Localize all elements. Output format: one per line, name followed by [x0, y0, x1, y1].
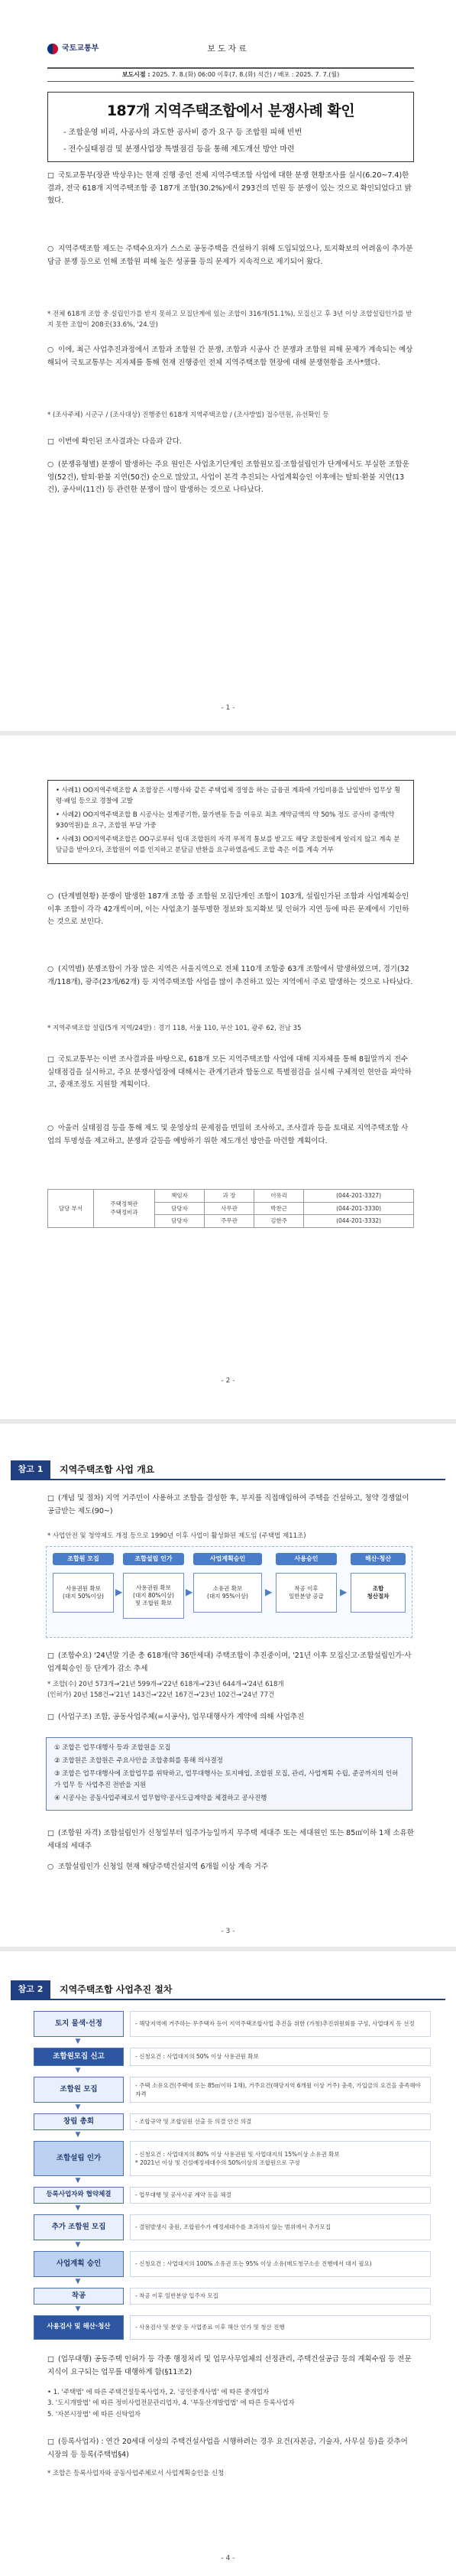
- arrow-right-icon: ▶: [265, 1587, 273, 1597]
- square-bullet-icon: □: [47, 1713, 54, 1721]
- flow-step-row: [34, 2141, 431, 2176]
- table-cell: 주무관: [205, 1215, 254, 1228]
- page-number: - 1 -: [221, 704, 235, 712]
- flow-step: 조합원 모집: [34, 2077, 124, 2103]
- dept-label-cell: 담당 부서: [48, 1190, 94, 1228]
- flow-step-desc: - 결원발생시 충원, 조합원수가 예정세대수를 초과하지 않는 범위에서 추가모집: [130, 2214, 431, 2240]
- flow-step: 조합원모집 신고: [34, 2048, 124, 2066]
- paragraph-text: 국토교통부(장관 박상우)는 현재 진행 중인 전체 지역주택조합 사업에 대한 분쟁 현황조사를 실시(6.20~7.4)한 결과, 전국 618개 지역주택조합 중 187개 조합(30.2%)에서 293건의 민원 등 분쟁이 있는 것으로 확인되었다고 밝혔다.: [47, 171, 412, 206]
- paragraph-concept: [47, 1493, 414, 1518]
- table-cell: 과 장: [205, 1190, 254, 1203]
- embargo-line: [47, 67, 414, 82]
- arrow-right-icon: ▶: [186, 1587, 193, 1597]
- arrow-right-icon: ▶: [340, 1587, 348, 1597]
- page-number: - 2 -: [221, 1377, 235, 1385]
- section-tag: 참고 2: [11, 1980, 50, 1999]
- paragraph-agency: [47, 2353, 414, 2379]
- case-item: • 사례3) OO지역주택조합은 OO구로부터 임대 조합원의 자격 부적격 통보를 받고도 해당 조합원에게 알리지 않고 계속 분담금을 받아오다, 조합원이 이를 인지하고 분담금 반환을 요구하였음에도 조합 측은 이를 계속 거부: [56, 835, 400, 855]
- page-2: [0, 734, 456, 1422]
- footnote-registered: * 조합은 등록사업자와 공동사업주체로서 사업계획승인을 신청: [47, 2470, 225, 2477]
- table-cell: 김한주: [254, 1215, 304, 1228]
- paragraph-text: (사업구조) 조합, 공동사업주체(=시공사), 업무대행사가 계약에 의해 사업추진: [58, 1713, 305, 1721]
- paragraph-text: (개념 및 절차) 지역 거주민이 사용하고 조합을 결성한 후, 부지를 직접매입하여 주택을 건설하고, 청약 경쟁없이 공급받는 제도(90~): [47, 1494, 409, 1515]
- table-cell: 박찬근: [254, 1202, 304, 1215]
- square-bullet-icon: □: [47, 2355, 54, 2363]
- contact-table: [47, 1189, 414, 1228]
- paragraph-text: 이에, 최근 사업추진과정에서 조합과 조합원 간 분쟁, 조합과 시공사 간 분쟁과 조합원 피해 문제가 계속되는 예상해되어 국토교통부는 지자체를 통해 현재 진행중인 전체 지역주택조합 현장에 대해 분쟁현황을 조사*했다.: [47, 346, 413, 367]
- page-number: - 3 -: [221, 1928, 235, 1935]
- table-cell: 책임자: [155, 1190, 205, 1203]
- diagram-box: 조합 청산절차: [351, 1573, 406, 1613]
- paragraph-residence: [47, 1861, 414, 1874]
- arrow-right-icon: ▶: [115, 1587, 123, 1597]
- square-bullet-icon: □: [47, 1055, 54, 1064]
- flow-step-row: [34, 2187, 431, 2204]
- flow-step: 추가 조합원 모집: [34, 2214, 124, 2240]
- diagram-box: 소유권 확보 (대지 95%이상): [193, 1573, 262, 1613]
- paragraph-inspection: [47, 1054, 414, 1092]
- flow-step: 착공: [34, 2288, 124, 2305]
- page-3: [0, 1422, 456, 1950]
- structure-step: ④ 시공사는 공동사업주체로서 업무협약·공사도급계약을 체결하고 공사진행: [54, 1794, 267, 1802]
- flow-step: 사용검사 및 해산·청산: [34, 2315, 124, 2340]
- flow-step-desc: - 신청요건 : 사업대지의 100% 소유권 또는 95% 이상 소유(매도청구소송 진행에서 대지 필요): [130, 2251, 431, 2277]
- circle-bullet-icon: ○: [47, 245, 54, 253]
- structure-steps-box: [46, 1737, 412, 1811]
- paragraph-overview: [47, 170, 414, 208]
- diagram-box: 착공 이후 일반분양 공급: [276, 1573, 337, 1613]
- table-cell: (044-201-3327): [304, 1190, 414, 1203]
- structure-step: ① 조합은 업무대행사 등과 조합원을 모집: [54, 1744, 171, 1752]
- flow-step: 조합설립 인가: [34, 2141, 124, 2176]
- arrow-down-icon: ▼: [75, 2067, 81, 2074]
- diagram-box: 사용권원 확보 (대지 50%이상): [53, 1573, 114, 1613]
- flow-step-desc: - 착공 이후 일반분양 입주자 모집: [130, 2288, 431, 2305]
- paragraph-text: (업무대행) 공동주택 인허가 등 각종 행정처리 및 업무사무업체의 선정관리, 주택건설공급 등의 계획수립 등 전문지식이 요구되는 업무를 대행하게 함(§11조2): [47, 2355, 412, 2376]
- paragraph-improvement: [47, 1122, 414, 1148]
- section-header: [11, 1460, 445, 1480]
- flow-step-desc: - 조합규약 및 조합임원 선출 등 의결 안건 의결: [130, 2113, 431, 2130]
- structure-step: ③ 조합은 업무대행사에 조합업무를 위탁하고, 업무대행사는 토지매입, 조합원 모집, 관리, 사업계획 수립, 준공까지의 인허가 업무 등 사업추진 전반을 지원: [54, 1769, 399, 1789]
- footnote-2: * (조사주체) 시군구 / (조사대상) 진행중인 618개 지역주택조합 / (조사방법) 접수민원, 유선확인 등: [47, 411, 329, 419]
- circle-bullet-icon: ○: [47, 965, 54, 973]
- table-cell: (044-201-3332): [304, 1215, 414, 1228]
- page-4: [0, 1950, 456, 2576]
- flow-step-row: [34, 2048, 431, 2066]
- flow-step-desc: - 신청요건 : 사업대지의 80% 이상 사용권원 및 사업대지의 15%이상 소유권 확보 * 2021년 이상 및 건설예정세대수의 50%이상의 조합원으로 구성: [130, 2141, 431, 2176]
- flow-step-row: [34, 2251, 431, 2277]
- flow-step: 창립 총회: [34, 2113, 124, 2130]
- embargo-text: 2025. 7. 8.(화) 06:00 이후(7. 8.(화) 석간) / 배포 : 2025. 7. 7.(월): [152, 71, 340, 78]
- flow-step-desc: - 신청요건 : 사업대지의 50% 이상 사용권원 확보: [130, 2048, 431, 2066]
- table-cell: 담당자: [155, 1215, 205, 1228]
- paragraph-survey: [47, 344, 414, 369]
- flow-step: 사업계획 승인: [34, 2251, 124, 2277]
- section-title: 지역주택조합 사업추진 절차: [60, 1983, 173, 1995]
- structure-step: ② 조합원은 조합원은 주요사안을 조합총회를 통해 의사결정: [54, 1756, 223, 1765]
- section-title: 지역주택조합 사업 개요: [60, 1463, 155, 1475]
- subtitle-2: - 전수실태점검 및 분쟁사업장 특별점검 등을 통해 제도개선 방안 마련: [63, 145, 295, 154]
- case-item: • 사례1) OO지역주택조합 A 조합장은 시행사와 같은 주택업체 경영을 하는 금융권 계좌에 가입비용을 납입받아 업무상 횡령·배임 등으로 경찰에 고발: [56, 787, 401, 806]
- footnote-demand: * 조합(수) 20년 573개→'21년 599개→'22년 618개→'23년 644개→'24년 618개 (인허가) 20년 158건→'21년 143건→'22년 167건→'23년 102건→'24년 77건: [47, 1681, 284, 1700]
- flow-step-desc: - 해당지역에 거주하는 무주택자 등이 지역주택조합사업 추진을 위한 (가칭)추진위원회를 구성, 사업대지 등 선정: [130, 2011, 431, 2037]
- flow-step: 토지 물색·선정: [34, 2011, 124, 2037]
- flow-step-desc: - 업무대행 및 공사시공 계약 등을 체결: [130, 2187, 431, 2204]
- diagram-stage-label: 조합원 모집: [53, 1553, 114, 1565]
- flow-step: 등록사업자와 협약체결: [34, 2187, 124, 2204]
- paragraph-text: (분쟁유형별) 분쟁이 발생하는 주요 원인은 사업초기단계인 조합원모집·조합설립인가 단계에서도 부실한 조합운영(52건), 탈퇴·환불 지연(50건) 순으로 많았고, 사업이 본격 추진되는 사업계획승인 이후에는 탈퇴·환불 지연(13건), 공사비(11건) 등 관련한 분쟁이 많이 발생하는 것으로 나타났다.: [47, 460, 409, 495]
- paragraph-text: (조합원 자격) 조합설립인가 신청일부터 입주가능일까지 무주택 세대주 또는 세대원인 또는 85㎡이하 1채 소유한 세대의 세대주: [47, 1829, 414, 1850]
- paragraph-text: 아울러 실태점검 등을 통해 제도 및 운영상의 문제점을 면밀히 조사하고, 조사결과 등을 토대로 지역주택조합 사업의 투명성을 제고하고, 분쟁과 갈등을 예방하기 위한 제도개선 방안을 마련할 계획이다.: [47, 1124, 409, 1145]
- embargo-label: 보도시점 :: [121, 71, 150, 78]
- footnote-3: * 지역주택조합 설립(5개 지역/24말) : 경기 118, 서울 110, 부산 101, 광주 62, 전남 35: [47, 1025, 302, 1032]
- table-cell: 사무관: [205, 1202, 254, 1215]
- section-tag: 참고 1: [11, 1460, 50, 1479]
- diagram-stage-label: 사업계획승인: [193, 1553, 262, 1565]
- circle-bullet-icon: ○: [47, 1863, 54, 1871]
- dept-cell: 주택정책관 주택정비과: [94, 1190, 155, 1228]
- title-box: [47, 92, 414, 162]
- paragraph-text: (조합수요) '24년말 기준 총 618개(약 36만세대) 주택조합이 추진중이며, '21년 이후 모집신고·조합설립인가·사업계획승인 등 단계가 감소 추세: [47, 1652, 412, 1673]
- paragraph-background: [47, 243, 414, 268]
- square-bullet-icon: □: [47, 437, 54, 446]
- diagram-stage-label: 조합설립 인가: [123, 1553, 184, 1565]
- paragraph-regional: [47, 963, 414, 989]
- footnote-concept: * 사업안전 및 청약제도 개정 등으로 1990년 이후 사업이 활성화된 제도임 (주택법 제11조): [47, 1532, 306, 1540]
- paragraph-dispute-type: [47, 459, 414, 497]
- table-cell: 담당자: [155, 1202, 205, 1215]
- subtitle-1: - 조합운영 비리, 사공사의 과도한 공사비 증가 요구 등 조합원 피해 빈번: [63, 128, 302, 138]
- paragraph-registered: [47, 2436, 414, 2461]
- case-examples-box: [47, 780, 414, 864]
- arrow-down-icon: ▼: [75, 2131, 81, 2139]
- diagram-stage-label: 해산·청산: [351, 1553, 406, 1565]
- document-type: 보도자료: [207, 44, 249, 54]
- paragraph-text: (지역별) 분쟁조합이 가장 많은 지역은 서울지역으로 전체 110개 조합중 63개 조합에서 발생하였으며, 경기(32개/118개), 광주(23개/62개) 등 지역주택조합 사업을 많이 추진하고 있는 지역에서 주로 발생하는 것으로 나타났다.: [47, 965, 413, 986]
- square-bullet-icon: □: [47, 1829, 54, 1837]
- diagram-stage-label: 사용승인: [276, 1553, 337, 1565]
- arrow-down-icon: ▼: [75, 2038, 81, 2045]
- square-bullet-icon: □: [47, 171, 54, 180]
- paragraph-eligibility: [47, 1827, 414, 1853]
- section-header: [11, 1980, 445, 2000]
- arrow-down-icon: ▼: [75, 2177, 81, 2185]
- flow-step-row: [34, 2011, 431, 2037]
- ministry-name: 국토교통부: [62, 44, 99, 53]
- square-bullet-icon: □: [47, 1652, 54, 1660]
- footnote-1: * 전체 618개 조합 중 설립인가를 받지 못하고 모집단계에 있는 조합이 316개(51.1%), 모집신고 후 3년 이상 조합설립인가를 받지 못한 조합이 208곳(33.6%, '24.말): [47, 310, 412, 330]
- square-bullet-icon: □: [47, 2438, 54, 2446]
- square-bullet-icon: □: [47, 1494, 54, 1502]
- circle-bullet-icon: ○: [47, 1124, 54, 1132]
- arrow-down-icon: ▼: [75, 2241, 81, 2249]
- arrow-down-icon: ▼: [75, 2305, 81, 2313]
- paragraph-text: 이번에 확인된 조사결과는 다음과 같다.: [58, 437, 182, 446]
- circle-bullet-icon: ○: [47, 892, 54, 901]
- paragraph-text: 국토교통부는 이번 조사결과를 바탕으로, 618개 모든 지역주택조합 사업에 대해 지자체를 통해 8월말까지 전수 실태점검을 실시하고, 주요 분쟁사업장에 대해서는 관계기관과 합동으로 특별점검을 실시해 구체적인 현안을 파악하고, 중재조정도 지원할 계획이다.: [47, 1055, 412, 1090]
- arrow-down-icon: ▼: [75, 2278, 81, 2285]
- flow-step-row: [34, 2077, 431, 2103]
- arrow-down-icon: ▼: [75, 2103, 81, 2111]
- process-diagram: [46, 1546, 412, 1638]
- paragraph-structure: [47, 1711, 414, 1724]
- diagram-box: 사용권원 확보 (대지 80%이상) 및 조합원 확보: [123, 1573, 184, 1619]
- page-title: 187개 지역주택조합에서 분쟁사례 확인: [106, 102, 355, 119]
- paragraph-text: (단계별현황) 분쟁이 발생한 187개 조합 중 조합원 모집단계인 조합이 103개, 설립인가된 조합과 사업계획승인 이후 조합이 각각 42개씩이며, 이는 사업초기 불투명한 정보와 토지확보 및 인허가 지연 등에 따른 문제에서 기인하는 것으로 보인다.: [47, 892, 409, 927]
- flow-step-desc: - 주택 소유요건(주택에 또는 85㎡이하 1채), 거주요건(해당지역 6개월 이상 거주) 충족, 가입금의 요건을 충족해야 자격: [130, 2077, 431, 2103]
- circle-bullet-icon: ○: [47, 346, 54, 354]
- flow-step-row: [34, 2315, 431, 2340]
- paragraph-text: (등록사업자) : 연간 20세대 이상의 주택건설사업을 시행하려는 경우 요건(자본금, 기술자, 사무실 등)을 갖추어 시장의 등 등록(주택법§4): [47, 2438, 408, 2459]
- arrow-down-icon: ▼: [75, 2204, 81, 2212]
- flow-step-row: [34, 2214, 431, 2240]
- flow-step-row: [34, 2113, 431, 2130]
- circle-bullet-icon: ○: [47, 460, 54, 469]
- table-row: [48, 1190, 414, 1203]
- page-number: - 4 -: [221, 2555, 235, 2562]
- table-cell: 이유리: [254, 1190, 304, 1203]
- case-item: • 사례2) OO지역주택조합 B 시공사는 설계공기한, 물가변동 등을 이유로 최초 계약금액의 약 50% 정도 공사비 증액(약 930억원)을 요구, 조합원 부담 가중: [56, 810, 395, 830]
- paragraph-stage-status: [47, 891, 414, 929]
- paragraph-text: 조합설립인가 신청일 현재 해당주택건설지역 6개월 이상 계속 거주: [58, 1863, 268, 1871]
- flow-step-desc: - 사용검사 및 분양 등 사업종료 이후 해산 인가 및 청산 진행: [130, 2315, 431, 2340]
- paragraph-results-intro: [47, 436, 414, 449]
- page-1: [0, 0, 456, 734]
- flow-step-row: [34, 2288, 431, 2305]
- table-cell: (044-201-3330): [304, 1202, 414, 1215]
- paragraph-text: 지역주택조합 제도는 주택수요자가 스스로 공동주택을 건설하기 위해 도입되었으나, 토지확보의 어려움이 추가분담금 분쟁 등으로 인해 조합원 피해 높은 성공률 등의 문제가 지속적으로 제기되어 왔다.: [47, 245, 413, 266]
- footnote-agency: • 1. '주택법' 에 따른 주택건설등록사업자, 2. '공인중개사법' 에 따른 중개업자 3. '도시개발법' 에 따른 정비사업전문관리업자, 4. '부동산개발업법' 에 따른 등록사업자 5. '자본시장법' 에 따른 신탁업자: [47, 2389, 295, 2418]
- paragraph-demand: [47, 1650, 414, 1675]
